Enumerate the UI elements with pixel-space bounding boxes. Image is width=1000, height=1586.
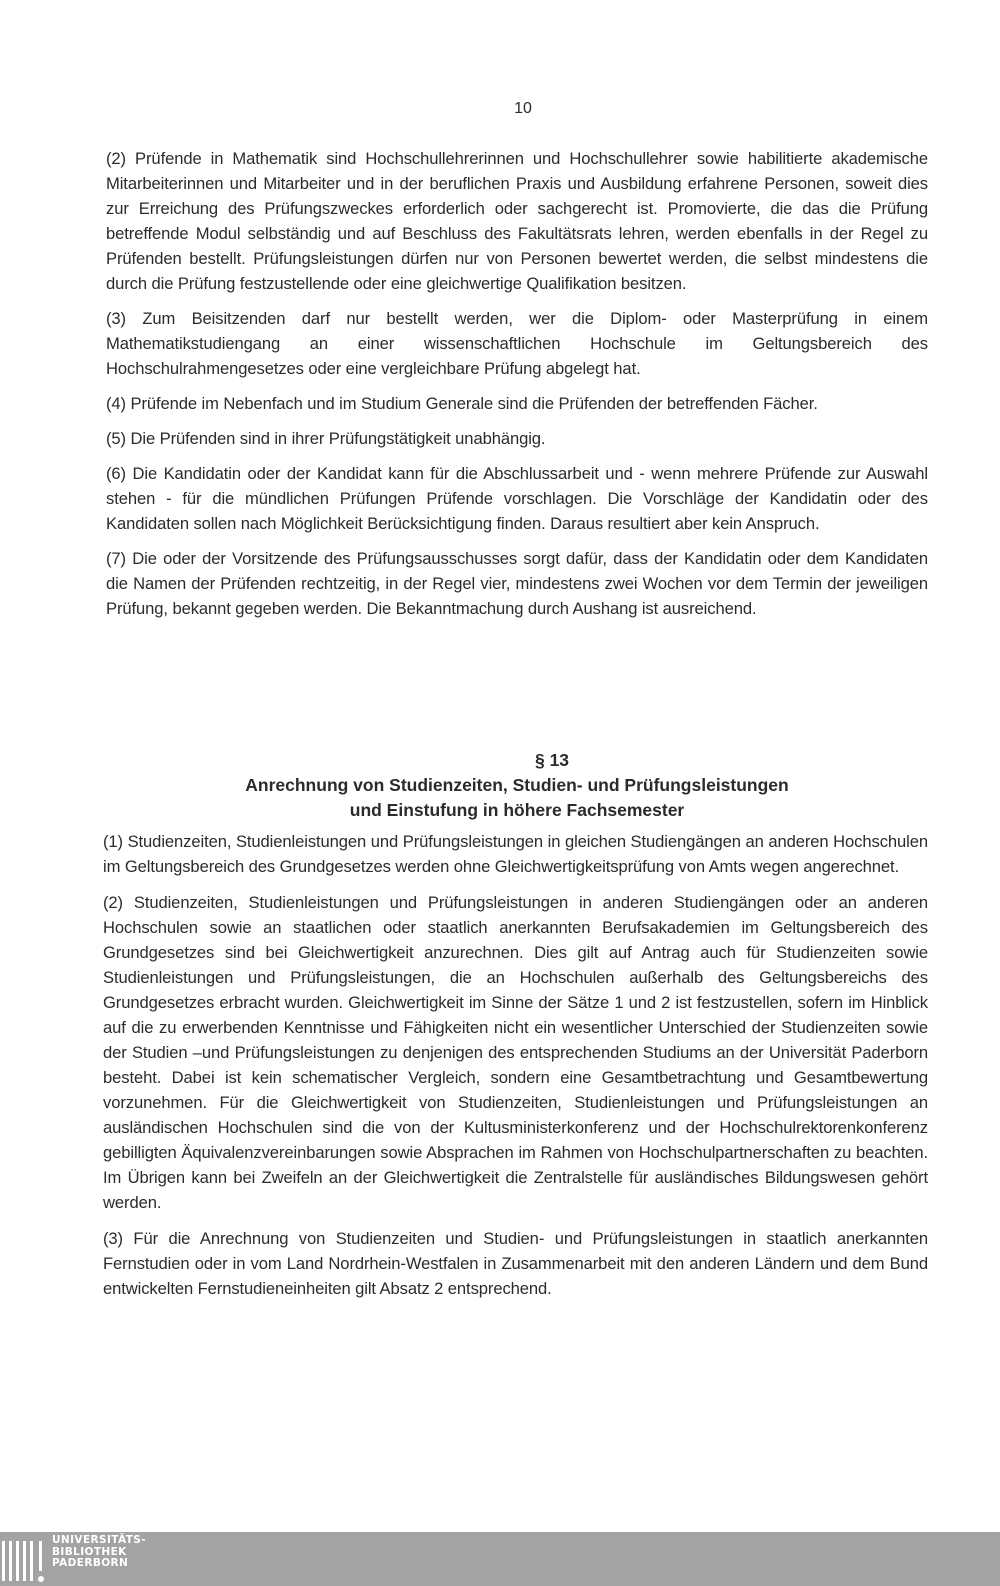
paragraph-5: (5) Die Prüfenden sind in ihrer Prüfungstätigkeit unabhängig. xyxy=(106,429,546,448)
page-number: 10 xyxy=(514,100,532,117)
logo-line-2: BIBLIOTHEK xyxy=(52,1545,127,1558)
logo-dot-icon xyxy=(38,1576,44,1582)
section-number: § 13 xyxy=(534,750,570,770)
section-title-line2: und Einstufung in höhere Fachsemester xyxy=(349,800,685,820)
section13-paragraph-1: (1) Studienzeiten, Studienleistungen und Prüfungsleistungen in gleichen Studiengängen an anderen Hochschulen im Geltungsbereich des Grundgesetzes werden ohne Gleichwertigkeitsprüfung von Amts wegen angerechnet. xyxy=(103,832,928,876)
logo-line-1: UNIVERSITÄTS- xyxy=(52,1534,147,1546)
library-footer-bar xyxy=(0,1532,1000,1586)
section-heading xyxy=(106,748,928,823)
body-text-top xyxy=(106,146,928,631)
paragraph-3: (3) Zum Beisitzenden darf nur bestellt werden, wer die Diplom- oder Masterprüfung in einem Mathematikstudiengang an einer wissenschaftlichen Hochschule im Geltungsbereich des Hochschulrahmengesetzes oder eine vergleichbare Prüfung abgelegt hat. xyxy=(106,309,928,378)
section13-paragraph-3: (3) Für die Anrechnung von Studienzeiten und Studien- und Prüfungsleistungen in staatlich anerkannten Fernstudien oder in vom Land Nordrhein-Westfalen in Zusammenarbeit mit den anderen Ländern und dem Bund entwickelten Fernstudieneinheiten gilt Absatz 2 entsprechend. xyxy=(103,1229,928,1298)
library-logo-text xyxy=(52,1535,146,1570)
logo-line-3: PADERBORN xyxy=(52,1557,129,1569)
paragraph-7: (7) Die oder der Vorsitzende des Prüfungsausschusses sorgt dafür, dass der Kandidatin oder dem Kandidaten die Namen der Prüfenden rechtzeitig, in der Regel vier, mindestens zwei Wochen vor dem Termin der jeweiligen Prüfung, bekannt gegeben werden. Die Bekanntmachung durch Aushang ist ausreichend. xyxy=(106,549,928,618)
paragraph-4: (4) Prüfende im Nebenfach und im Studium Generale sind die Prüfenden der betreffenden Fächer. xyxy=(106,394,818,413)
body-text-bottom xyxy=(103,829,928,1312)
paragraph-2: (2) Prüfende in Mathematik sind Hochschullehrerinnen und Hochschullehrer sowie habilitierte akademische Mitarbeiterinnen und Mitarbeiter und in der beruflichen Praxis und Ausbildung erfahrene Personen, soweit dies zur Erreichung des Prüfungszweckes erforderlich oder sachgerecht ist. Promovierte, die das die Prüfung betreffende Modul selbständig und auf Beschluss des Fakultätsrats lehren, werden ebenfalls in der Regel zu Prüfenden bestellt. Prüfungsleistungen dürfen nur von Personen bewertet werden, die selbst mindestens die durch die Prüfung festzustellende oder eine gleichwertige Qualifikation besitzen. xyxy=(106,149,928,293)
section-title-line1: Anrechnung von Studienzeiten, Studien- und Prüfungsleistungen xyxy=(245,775,789,795)
paragraph-6: (6) Die Kandidatin oder der Kandidat kann für die Abschlussarbeit und - wenn mehrere Prüfende zur Auswahl stehen - für die mündlichen Prüfungen Prüfende vorschlagen. Die Vorschläge der Kandidatin oder des Kandidaten sollen nach Möglichkeit Berücksichtigung finden. Daraus resultiert aber kein Anspruch. xyxy=(106,464,928,533)
section13-paragraph-2: (2) Studienzeiten, Studienleistungen und Prüfungsleistungen in anderen Studiengängen oder an anderen Hochschulen sowie an staatlichen oder staatlich anerkannten Berufsakademien im Geltungsbereich des Grundgesetzes sind bei Gleichwertigkeit anzurechnen. Dies gilt auf Antrag auch für Studienzeiten sowie Studienleistungen und Prüfungsleistungen, die an Hochschulen außerhalb des Geltungsbereichs des Grundgesetzes erbracht wurden. Gleichwertigkeit im Sinne der Sätze 1 und 2 ist festzustellen, sofern im Hinblick auf die zu erwerbenden Kenntnisse und Fähigkeiten nicht ein wesentlicher Unterschied der Studienzeiten sowie der Studien –und Prüfungsleistungen zu denjenigen des entsprechenden Studiums an der Universität Paderborn besteht. Dabei ist kein schematischer Vergleich, sondern eine Gesamtbetrachtung und Gesamtbewertung vorzunehmen. Für die Gleichwertigkeit von Studienzeiten, Studienleistungen und Prüfungsleistungen an ausländischen Hochschulen sind die von der Kultusministerkonferenz und der Hochschulrektorenkonferenz gebilligten Äquivalenzvereinbarungen sowie Absprachen im Rahmen von Hochschulpartnerschaften zu beachten. Im Übrigen kann bei Zweifeln an der Gleichwertigkeit die Zentralstelle für ausländisches Bildungswesen gehört werden. xyxy=(103,893,928,1212)
